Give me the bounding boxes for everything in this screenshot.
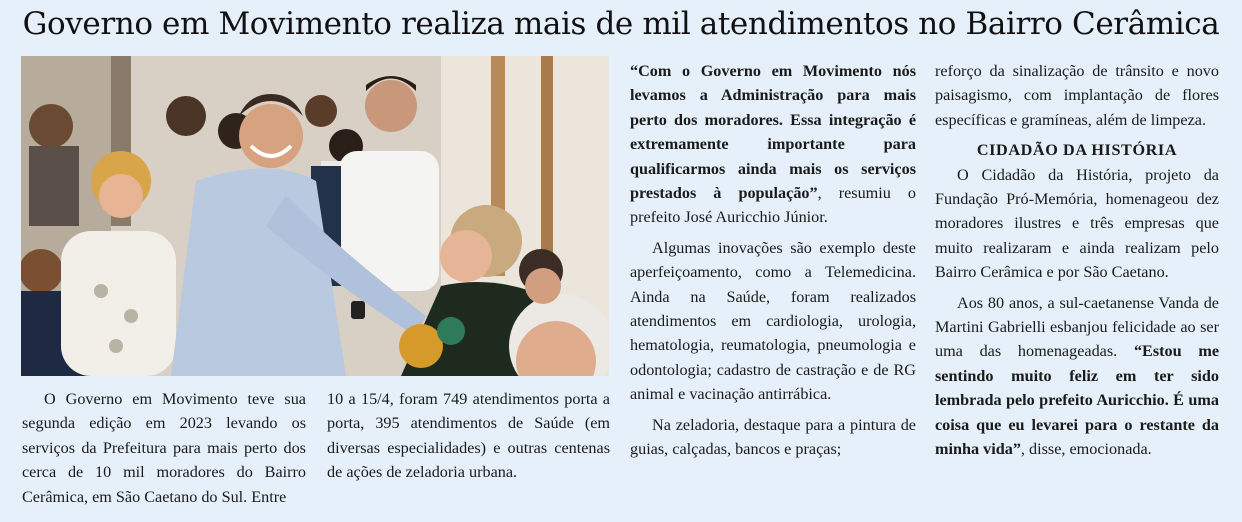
article-column-3 bbox=[630, 59, 916, 462]
paragraph-text: Aos 80 anos, a sul-caetanense Vanda de Martini Gabrielli esbanjou felicidade ao ser uma das homenageadas. bbox=[935, 293, 1219, 361]
article-column-2 bbox=[327, 387, 610, 485]
headline: Governo em Movimento realiza mais de mil atendimentos no Bairro Cerâmica bbox=[22, 6, 1220, 42]
article-paragraph: 10 a 15/4, foram 749 atendimentos porta a porta, 395 atendimentos de Saúde (em diversas especialidades) e outras centenas de ações de zeladoria urbana. bbox=[327, 390, 610, 482]
press-photo-illustration bbox=[21, 56, 609, 376]
article-paragraph: O Governo em Movimento teve sua segunda edição em 2023 levando os serviços da Prefeitura para mais perto dos cerca de 10 mil moradores do Bairro Cerâmica, em São Caetano do Sul. Entre bbox=[22, 390, 306, 506]
section-heading: CIDADÃO DA HISTÓRIA bbox=[976, 141, 1178, 160]
article-paragraph: O Cidadão da História, projeto da Fundação Pró-Memória, homenageou dez moradores ilustres e três empresas que muito realizaram e ainda realizam pelo Bairro Cerâmica e por São Caetano. bbox=[935, 165, 1219, 282]
article-column-1 bbox=[22, 387, 306, 509]
quote-attribution: , resumiu o prefeito José Auricchio Júnior. bbox=[630, 184, 916, 227]
article-paragraph-quote bbox=[630, 59, 916, 230]
article-column-4 bbox=[935, 59, 1219, 462]
mayor-quote: “Com o Governo em Movimento nós levamos a Administração para mais perto dos moradores. Essa integração é extremamente importante para qualificarmos ainda mais os serviços prestados à população” bbox=[630, 62, 916, 203]
article-paragraph: Algumas inovações são exemplo deste aperfeiçoamento, como a Telemedicina. Ainda na Saúde, foram realizados atendimentos em cardiologia, urologia, hematologia, reumatologia, pneumologia e odontologia; cadastro de castração e de RG animal e vacinação antirrábica. bbox=[630, 238, 916, 404]
article-paragraph-quote bbox=[935, 291, 1219, 462]
article-paragraph: Na zeladoria, destaque para a pintura de guias, calçadas, bancos e praças; bbox=[630, 415, 916, 459]
quote-attribution: , disse, emocionada. bbox=[1020, 440, 1152, 459]
honoree-quote: “Estou me sentindo muito feliz em ter sido lembrada pelo prefeito Auricchio. É uma coisa que eu levarei para o restante da minha vida” bbox=[935, 342, 1219, 459]
article-paragraph: reforço da sinalização de trânsito e novo paisagismo, com implantação de flores específicas e gramíneas, além de limpeza. bbox=[935, 62, 1219, 129]
news-photo bbox=[21, 56, 609, 376]
